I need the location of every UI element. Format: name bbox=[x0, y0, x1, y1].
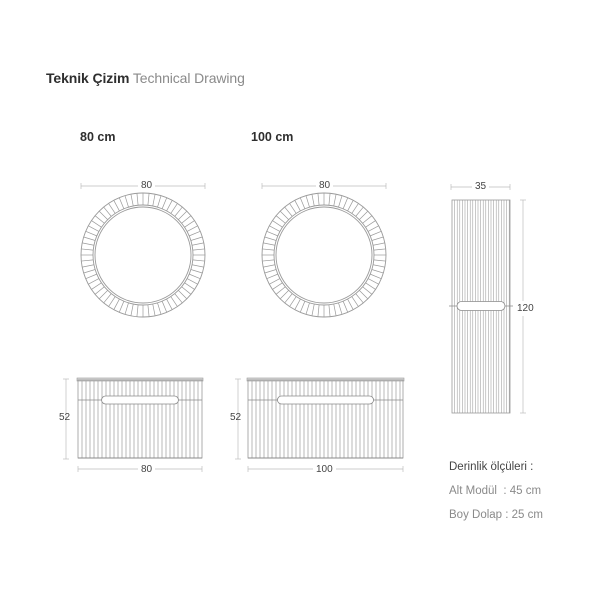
depth-notes bbox=[449, 455, 543, 527]
variant-label-100: 100 cm bbox=[251, 130, 294, 144]
tall-cabinet bbox=[449, 200, 513, 413]
vanity-cabinet-100 bbox=[247, 378, 404, 458]
depth-note-boy-dolap: Boy Dolap : 25 cm bbox=[449, 509, 543, 521]
cabinet-80-width-label: 80 bbox=[138, 464, 155, 475]
variant-label-80: 80 cm bbox=[80, 130, 116, 144]
title-turkish: Teknik Çizim bbox=[46, 70, 130, 86]
round-mirror-80 bbox=[81, 193, 205, 317]
round-mirror-100 bbox=[262, 193, 386, 317]
mirror-80-width-label: 80 bbox=[138, 180, 155, 191]
depth-notes-heading: Derinlik ölçüleri : bbox=[449, 461, 534, 473]
mirror-100-width-label: 80 bbox=[316, 180, 333, 191]
title-english: Technical Drawing bbox=[132, 70, 245, 86]
depth-note-alt-modul: Alt Modül : 45 cm bbox=[449, 485, 542, 497]
vanity-cabinet-80 bbox=[77, 378, 203, 458]
cabinet-100-width-label: 100 bbox=[313, 464, 336, 475]
dimension-lines bbox=[63, 183, 526, 472]
cabinet-80-height-label: 52 bbox=[59, 412, 71, 423]
tall-cabinet-width-label: 35 bbox=[472, 181, 489, 192]
tall-cabinet-height-label: 120 bbox=[517, 303, 534, 314]
cabinet-100-height-label: 52 bbox=[230, 412, 242, 423]
